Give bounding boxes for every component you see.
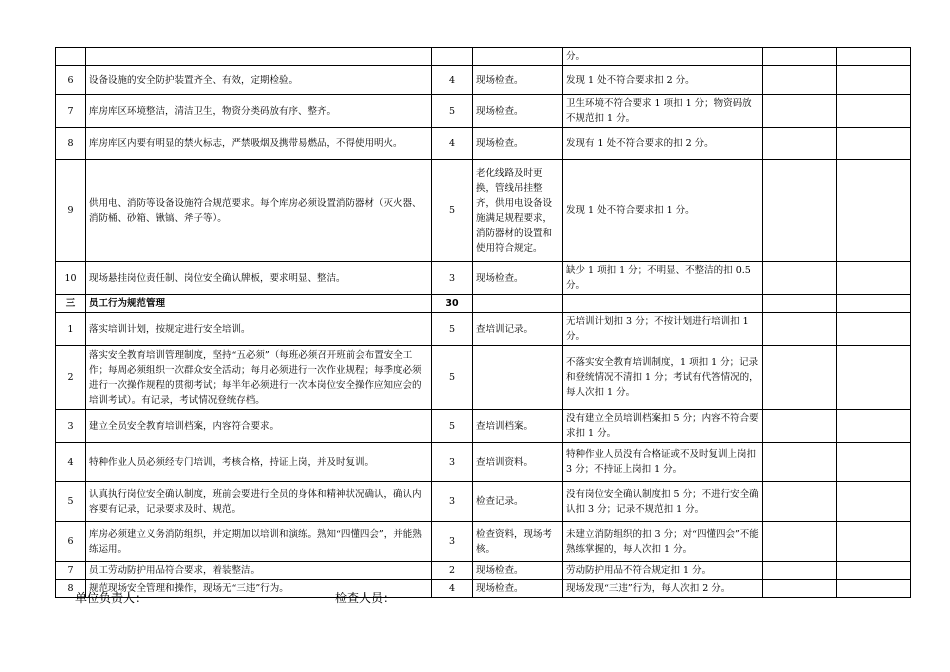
table-row [56, 160, 911, 262]
actual-score-cell [763, 482, 837, 522]
actual-score-cell [763, 346, 837, 410]
actual-score-cell [763, 522, 837, 562]
item-content: 库房库区内要有明显的禁火标志，严禁吸烟及携带易燃品，不得使用明火。 [86, 128, 432, 160]
remark-cell [837, 128, 911, 160]
actual-score-cell [763, 580, 837, 598]
item-score: 3 [432, 262, 473, 295]
item-rule: 没有岗位安全确认制度扣 5 分；不进行安全确认扣 3 分；记录不规范扣 1 分。 [563, 482, 763, 522]
item-number: 9 [56, 160, 86, 262]
table-row [56, 313, 911, 346]
item-number: 7 [56, 95, 86, 128]
inspector-signature-label: 检查人员： [335, 591, 396, 605]
item-rule: 发现有 1 处不符合要求的扣 2 分。 [563, 128, 763, 160]
item-rule: 特种作业人员没有合格证或不及时复训上岗扣 3 分；不持证上岗扣 1 分。 [563, 443, 763, 482]
item-rule: 劳动防护用品不符合规定扣 1 分。 [563, 562, 763, 580]
item-content: 特种作业人员必须经专门培训，考核合格，持证上岗，并及时复训。 [86, 443, 432, 482]
item-number: 2 [56, 346, 86, 410]
remark-cell [837, 410, 911, 443]
item-content [86, 48, 432, 66]
item-method: 现场检查。 [473, 262, 563, 295]
item-method: 现场检查。 [473, 95, 563, 128]
item-rule [563, 295, 763, 313]
item-method: 检查资料，现场考核。 [473, 522, 563, 562]
item-method: 查培训记录。 [473, 313, 563, 346]
item-method [473, 346, 563, 410]
item-score: 3 [432, 482, 473, 522]
table-row [56, 128, 911, 160]
item-method: 现场检查。 [473, 128, 563, 160]
item-rule: 发现 1 处不符合要求扣 1 分。 [563, 160, 763, 262]
actual-score-cell [763, 95, 837, 128]
actual-score-cell [763, 128, 837, 160]
remark-cell [837, 443, 911, 482]
item-method: 现场检查。 [473, 562, 563, 580]
item-score: 4 [432, 66, 473, 95]
item-rule: 不落实安全教育培训制度，1 项扣 1 分；记录和登统情况不清扣 1 分；考试有代答情况的，每人次扣 1 分。 [563, 346, 763, 410]
item-content: 落实培训计划，按规定进行安全培训。 [86, 313, 432, 346]
actual-score-cell [763, 66, 837, 95]
item-content: 建立全员安全教育培训档案，内容符合要求。 [86, 410, 432, 443]
actual-score-cell [763, 160, 837, 262]
table-row [56, 580, 911, 598]
remark-cell [837, 580, 911, 598]
item-number: 4 [56, 443, 86, 482]
item-number: 6 [56, 522, 86, 562]
item-method: 查培训档案。 [473, 410, 563, 443]
actual-score-cell [763, 443, 837, 482]
unit-head-signature-label: 单位负责人： [75, 591, 148, 605]
item-rule: 分。 [563, 48, 763, 66]
item-method: 现场检查。 [473, 66, 563, 95]
remark-cell [837, 313, 911, 346]
actual-score-cell [763, 410, 837, 443]
remark-cell [837, 262, 911, 295]
item-score: 4 [432, 128, 473, 160]
item-content: 现场悬挂岗位责任制、岗位安全确认牌板，要求明显、整洁。 [86, 262, 432, 295]
table-row [56, 346, 911, 410]
item-method: 检查记录。 [473, 482, 563, 522]
item-content: 库房必须建立义务消防组织，并定期加以培训和演练。熟知“四懂四会”，并能熟练运用。 [86, 522, 432, 562]
inspection-table [55, 47, 911, 598]
remark-cell [837, 48, 911, 66]
item-method [473, 295, 563, 313]
actual-score-cell [763, 48, 837, 66]
remark-cell [837, 522, 911, 562]
table-row [56, 410, 911, 443]
item-number: 8 [56, 128, 86, 160]
table-row [56, 48, 911, 66]
item-score: 5 [432, 410, 473, 443]
item-score: 5 [432, 160, 473, 262]
item-score [432, 48, 473, 66]
item-score: 4 [432, 580, 473, 598]
item-content: 供用电、消防等设备设施符合规范要求。每个库房必须设置消防器材（灭火器、消防桶、砂箱、锹镐、斧子等）。 [86, 160, 432, 262]
table-row [56, 482, 911, 522]
item-number [56, 48, 86, 66]
item-content: 落实安全教育培训管理制度，坚持“五必须”（每班必须召开班前会布置安全工作；每周必须组织一次群众安全活动；每月必须进行一次作业规程；每季度必须进行一次操作规程的贯彻考试；每半年必须进行一次本岗位安全操作应知应会的培训考试）。有记录，考试情况登统存档。 [86, 346, 432, 410]
remark-cell [837, 95, 911, 128]
item-score: 3 [432, 522, 473, 562]
item-rule: 现场发现“三违”行为，每人次扣 2 分。 [563, 580, 763, 598]
item-number: 8 [56, 580, 86, 598]
item-rule: 没有建立全员培训档案扣 5 分；内容不符合要求扣 1 分。 [563, 410, 763, 443]
item-content: 认真执行岗位安全确认制度，班前会要进行全员的身体和精神状况确认，确认内容要有记录，记录要求及时、规范。 [86, 482, 432, 522]
remark-cell [837, 562, 911, 580]
table-row [56, 66, 911, 95]
remark-cell [837, 66, 911, 95]
remark-cell [837, 482, 911, 522]
actual-score-cell [763, 262, 837, 295]
remark-cell [837, 346, 911, 410]
item-number: 3 [56, 410, 86, 443]
table-row [56, 522, 911, 562]
item-rule: 无培训计划扣 3 分；不按计划进行培训扣 1 分。 [563, 313, 763, 346]
item-score: 5 [432, 95, 473, 128]
item-method [473, 48, 563, 66]
item-score: 5 [432, 313, 473, 346]
item-rule: 卫生环境不符合要求 1 项扣 1 分；物资码放不规范扣 1 分。 [563, 95, 763, 128]
item-number: 1 [56, 313, 86, 346]
item-method: 老化线路及时更换，管线吊挂整齐，供用电设备设施满足规程要求，消防器材的设置和使用符合规定。 [473, 160, 563, 262]
actual-score-cell [763, 295, 837, 313]
item-number: 7 [56, 562, 86, 580]
item-content: 规范现场安全管理和操作，现场无“三违”行为。 [86, 580, 432, 598]
item-score: 2 [432, 562, 473, 580]
item-rule: 发现 1 处不符合要求扣 2 分。 [563, 66, 763, 95]
item-method: 现场检查。 [473, 580, 563, 598]
item-number: 三 [56, 295, 86, 313]
section-row [56, 295, 911, 313]
table-row [56, 562, 911, 580]
item-content: 设备设施的安全防护装置齐全、有效，定期检验。 [86, 66, 432, 95]
item-number: 5 [56, 482, 86, 522]
actual-score-cell [763, 562, 837, 580]
actual-score-cell [763, 313, 837, 346]
item-score: 30 [432, 295, 473, 313]
table-row [56, 262, 911, 295]
item-content: 员工行为规范管理 [86, 295, 432, 313]
item-score: 3 [432, 443, 473, 482]
table-row [56, 95, 911, 128]
item-content: 库房库区环境整洁，清洁卫生，物资分类码放有序、整齐。 [86, 95, 432, 128]
item-rule: 未建立消防组织的扣 3 分；对“四懂四会”不能熟练掌握的，每人次扣 1 分。 [563, 522, 763, 562]
item-number: 10 [56, 262, 86, 295]
remark-cell [837, 295, 911, 313]
item-score: 5 [432, 346, 473, 410]
item-rule: 缺少 1 项扣 1 分；不明显、不整洁的扣 0.5 分。 [563, 262, 763, 295]
item-number: 6 [56, 66, 86, 95]
remark-cell [837, 160, 911, 262]
item-content: 员工劳动防护用品符合要求，着装整洁。 [86, 562, 432, 580]
table-row [56, 443, 911, 482]
item-method: 查培训资料。 [473, 443, 563, 482]
